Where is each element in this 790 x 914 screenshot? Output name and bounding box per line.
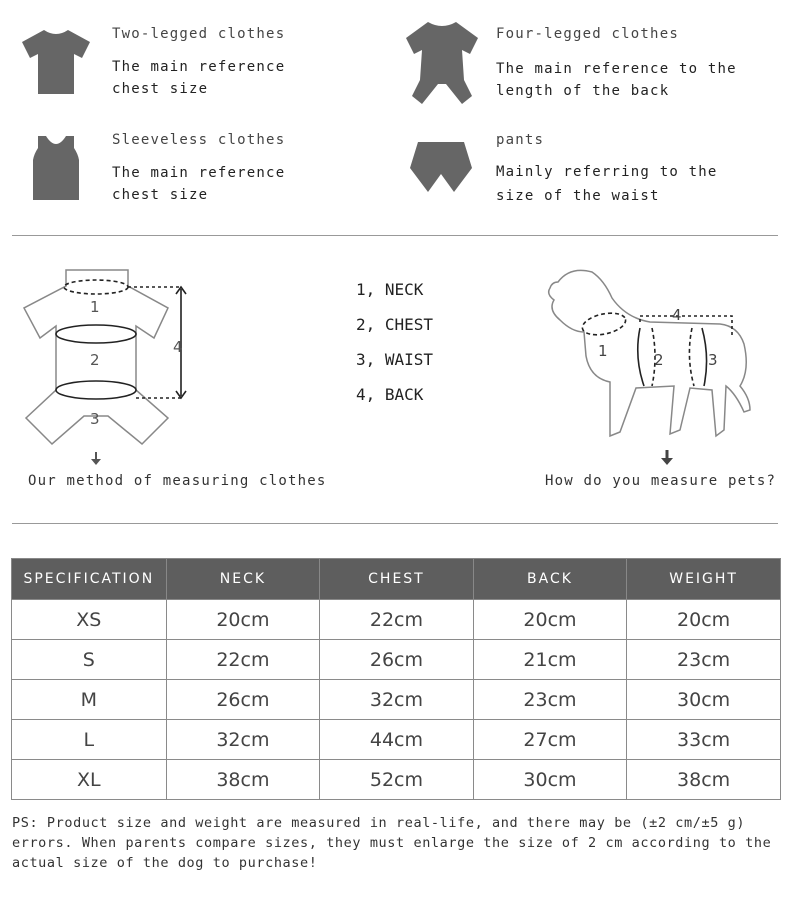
measure-item: 1, NECK xyxy=(356,280,424,299)
clothes-measure-diagram xyxy=(18,262,198,448)
arrow-down-icon xyxy=(661,450,673,466)
table-header: SPECIFICATION xyxy=(12,559,167,600)
dog-label-1: 1 xyxy=(598,342,608,360)
measure-item: 3, WAIST xyxy=(356,350,434,369)
desc-line: The main reference to the xyxy=(496,61,737,77)
category-desc xyxy=(112,162,285,206)
table-cell: L xyxy=(12,720,167,760)
dog-label-3: 3 xyxy=(708,351,718,369)
diagram-label-1: 1 xyxy=(90,298,100,316)
table-header-row xyxy=(12,559,781,600)
table-row xyxy=(12,600,781,640)
table-cell: 38cm xyxy=(166,760,320,800)
pants-icon xyxy=(408,140,474,194)
dog-measure-diagram xyxy=(540,262,760,452)
category-title: Sleeveless clothes xyxy=(112,132,286,148)
table-cell: XS xyxy=(12,600,167,640)
desc-line: chest size xyxy=(112,187,209,203)
size-table xyxy=(11,558,781,800)
table-cell: M xyxy=(12,680,167,720)
table-cell: 22cm xyxy=(320,600,474,640)
table-cell: 33cm xyxy=(627,720,781,760)
desc-line: The main reference xyxy=(112,59,286,75)
table-cell: 38cm xyxy=(627,760,781,800)
ps-line: PS: Product size and weight are measured in real-life, and there may be (±2 cm/±5 g) xyxy=(12,815,746,831)
dog-label-4: 4 xyxy=(672,306,682,324)
table-cell: 22cm xyxy=(166,640,320,680)
table-cell: 26cm xyxy=(166,680,320,720)
ps-line: errors. When parents compare sizes, they must enlarge the size of 2 cm according to the xyxy=(12,835,772,851)
tshirt-icon xyxy=(20,28,92,96)
table-cell: S xyxy=(12,640,167,680)
table-cell: 44cm xyxy=(320,720,474,760)
table-cell: 52cm xyxy=(320,760,474,800)
table-header: CHEST xyxy=(320,559,474,600)
table-row xyxy=(12,720,781,760)
table-cell: 30cm xyxy=(473,760,627,800)
table-header: BACK xyxy=(473,559,627,600)
caption-clothes: Our method of measuring clothes xyxy=(28,473,327,489)
table-cell: 23cm xyxy=(627,640,781,680)
table-cell: 26cm xyxy=(320,640,474,680)
table-cell: 23cm xyxy=(473,680,627,720)
desc-line: The main reference xyxy=(112,165,286,181)
diagram-label-3: 3 xyxy=(90,410,100,428)
caption-pets: How do you measure pets? xyxy=(545,473,777,489)
table-row xyxy=(12,680,781,720)
divider xyxy=(12,235,778,236)
measure-list xyxy=(356,280,433,420)
desc-line: Mainly referring to the xyxy=(496,164,718,180)
dog-label-2: 2 xyxy=(654,351,664,369)
table-cell: 30cm xyxy=(627,680,781,720)
desc-line: length of the back xyxy=(496,83,670,99)
desc-line: size of the waist xyxy=(496,188,660,204)
table-cell: 32cm xyxy=(320,680,474,720)
table-cell: 27cm xyxy=(473,720,627,760)
vest-icon xyxy=(32,134,80,202)
category-title: Four-legged clothes xyxy=(496,26,679,42)
ps-line: actual size of the dog to purchase! xyxy=(12,855,318,871)
table-cell: 20cm xyxy=(473,600,627,640)
table-header: WEIGHT xyxy=(627,559,781,600)
table-cell: 20cm xyxy=(627,600,781,640)
divider xyxy=(12,523,778,524)
table-cell: XL xyxy=(12,760,167,800)
table-row xyxy=(12,760,781,800)
arrow-down-icon xyxy=(90,452,102,466)
table-cell: 32cm xyxy=(166,720,320,760)
jumpsuit-icon xyxy=(402,20,482,106)
ps-note xyxy=(12,813,784,873)
category-desc xyxy=(496,58,737,102)
desc-line: chest size xyxy=(112,81,209,97)
table-cell: 21cm xyxy=(473,640,627,680)
category-title: Two-legged clothes xyxy=(112,26,286,42)
category-desc xyxy=(496,160,717,208)
diagram-label-2: 2 xyxy=(90,351,100,369)
table-row xyxy=(12,640,781,680)
category-title: pants xyxy=(496,132,545,148)
category-desc xyxy=(112,56,285,100)
diagram-label-4: 4 xyxy=(173,338,183,356)
measure-item: 4, BACK xyxy=(356,385,424,404)
table-cell: 20cm xyxy=(166,600,320,640)
table-header: NECK xyxy=(166,559,320,600)
measure-item: 2, CHEST xyxy=(356,315,434,334)
